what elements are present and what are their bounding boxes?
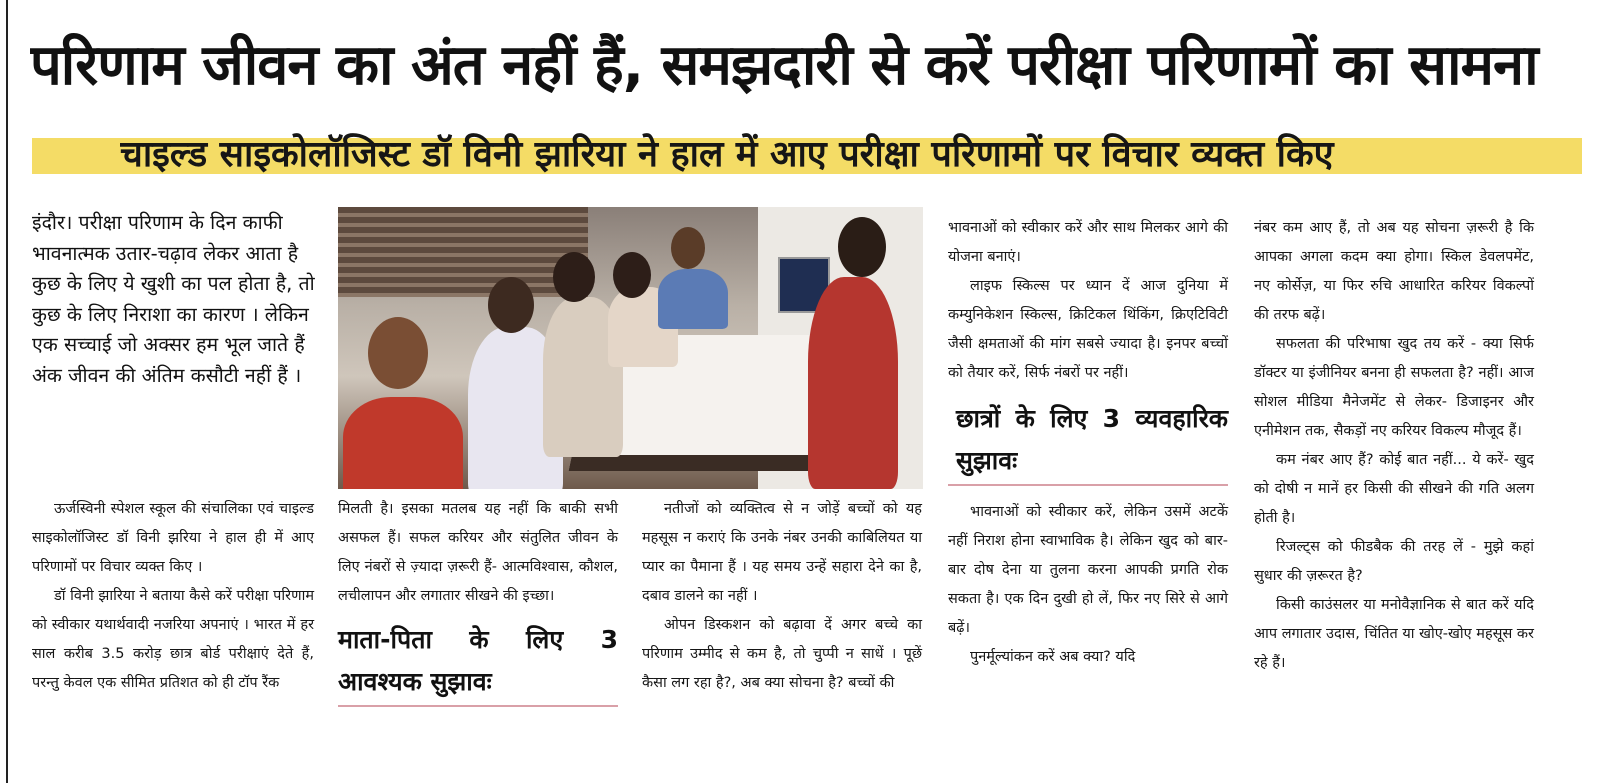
left-column-rule — [6, 0, 8, 783]
article-column-4 — [948, 214, 1228, 672]
col5-paragraph-4: रिजल्ट्स को फीडबैक की तरह लें - मुझे कहां सुधार की ज़रूरत है? — [1254, 539, 1534, 584]
col4-paragraph-4: पुनर्मूल्यांकन करें अब क्या? यदि — [970, 649, 1136, 665]
col4-paragraph-2: लाइफ स्किल्स पर ध्यान दें आज दुनिया में कम्युनिकेशन स्किल्स, क्रिटिकल थिंकिंग, क्रिएटिविटी जैसी क्षमताओं की मांग सबसे ज्यादा है। इनपर बच्चों को तैयार करें, सिर्फ नंबरों पर नहीं। — [948, 278, 1228, 381]
article-column-5 — [1254, 214, 1534, 678]
article-column-2 — [338, 495, 618, 707]
col5-paragraph-3: कम नंबर आए हैं? कोई बात नहीं... ये करें- खुद को दोषी न मानें हर किसी की सीखने की गति अलग होती है। — [1254, 452, 1534, 526]
col2-paragraph: मिलती है। इसका मतलब यह नहीं कि बाकी सभी असफल हैं। सफल करियर और संतुलित जीवन के लिए नंबरों से ज़्यादा ज़रूरी हैं- आत्मविश्वास, कौशल, लचीलापन और लगातार सीखने की इच्छा। — [338, 501, 618, 604]
col1-paragraph-1: ऊर्जस्विनी स्पेशल स्कूल की संचालिका एवं चाइल्ड साइकोलॉजिस्ट डॉ विनी झरिया ने हाल ही में आए परिणामों पर विचार व्यक्त किए । — [32, 501, 314, 575]
col5-paragraph-2: सफलता की परिभाषा खुद तय करें - क्या सिर्फ डॉक्टर या इंजीनियर बनना ही सफलता है? नहीं। आज सोशल मीडिया मैनेजमेंट से लेकर- डिजाइनर और एनीमेशन तक, सैकड़ों नए करियर विकल्प मौजूद हैं। — [1254, 336, 1534, 439]
photo-person-2-head — [488, 277, 534, 333]
photo-person-1-head — [368, 317, 428, 389]
photo-person-6-head — [838, 217, 886, 277]
parents-tips-heading: माता-पिता के लिए 3 आवश्यक सुझावः — [338, 625, 618, 696]
article-photo — [338, 207, 923, 489]
headline: परिणाम जीवन का अंत नहीं हैं, समझदारी से करें परीक्षा परिणामों का सामना — [30, 33, 1538, 98]
photo-person-4-head — [613, 252, 651, 298]
col1-paragraph-2: डॉ विनी झारिया ने बताया कैसे करें परीक्षा परिणाम को स्वीकार यथार्थवादी नजरिया अपनाएं । भारत में हर साल करीब 3.5 करोड़ छात्र बोर्ड परीक्षाएं देते हैं, परन्तु केवल एक सीमित प्रतिशत को ही टॉप रैंक — [32, 588, 314, 691]
subheadline: चाइल्ड साइकोलॉजिस्ट डॉ विनी झारिया ने हाल में आए परीक्षा परिणामों पर विचार व्यक्त किए — [120, 134, 1334, 175]
photo-person-6 — [808, 277, 898, 489]
col3-paragraph-2: ओपन डिस्कशन को बढ़ावा दें अगर बच्चे का परिणाम उम्मीद से कम है, तो चुप्पी न साधें । पूछें कैसा लग रहा है?, अब क्या सोचना है? बच्चों की — [642, 617, 922, 691]
photo-window-blinds — [338, 207, 588, 297]
students-tips-heading: छात्रों के लिए 3 व्यवहारिक सुझावः — [956, 404, 1228, 475]
col5-paragraph-5: किसी काउंसलर या मनोवैज्ञानिक से बात करें यदि आप लगातार उदास, चिंतित या खोए-खोए महसूस कर रहे हैं। — [1254, 597, 1534, 671]
parents-heading-underline — [338, 705, 618, 707]
article-column-3 — [642, 495, 922, 698]
photo-person-3-head — [553, 252, 595, 302]
col4-paragraph-1: भावनाओं को स्वीकार करें और साथ मिलकर आगे की योजना बनाएं। — [948, 220, 1228, 265]
photo-person-1 — [343, 397, 463, 489]
article-column-1 — [32, 495, 314, 698]
col3-paragraph-1: नतीजों को व्यक्तित्व से न जोड़ें बच्चों को यह महसूस न कराएं कि उनके नंबर उनकी काबिलियत या प्यार का पैमाना हैं । यह समय उन्हें सहारा देने का है, दबाव डालने का नहीं । — [642, 501, 922, 604]
photo-person-5 — [658, 269, 728, 329]
photo-person-5-head — [671, 227, 705, 269]
col5-paragraph-1: नंबर कम आए हैं, तो अब यह सोचना ज़रूरी है कि आपका अगला कदम क्या होगा। स्किल डेवलपमेंट, नए कोर्सेज़, या फिर रुचि आधारित करियर विकल्पों की तरफ बढ़ें। — [1254, 220, 1534, 323]
intro-paragraph: इंदौर। परीक्षा परिणाम के दिन काफी भावनात्मक उतार-चढ़ाव लेकर आता है कुछ के लिए ये खुशी का पल होता है, तो कुछ के लिए निराशा का कारण । लेकिन एक सच्चाई जो अक्सर हम भूल जाते हैं अंक जीवन की अंतिम कसौटी नहीं हैं । — [32, 211, 315, 387]
col4-paragraph-3: भावनाओं को स्वीकार करें, लेकिन उसमें अटकें नहीं निराश होना स्वाभाविक है। लेकिन खुद को बार-बार दोष देना या तुलना करना आपकी प्रगति रोक सकता है। एक दिन दुखी हो लें, फिर नए सिरे से आगे बढ़ें। — [948, 504, 1228, 636]
